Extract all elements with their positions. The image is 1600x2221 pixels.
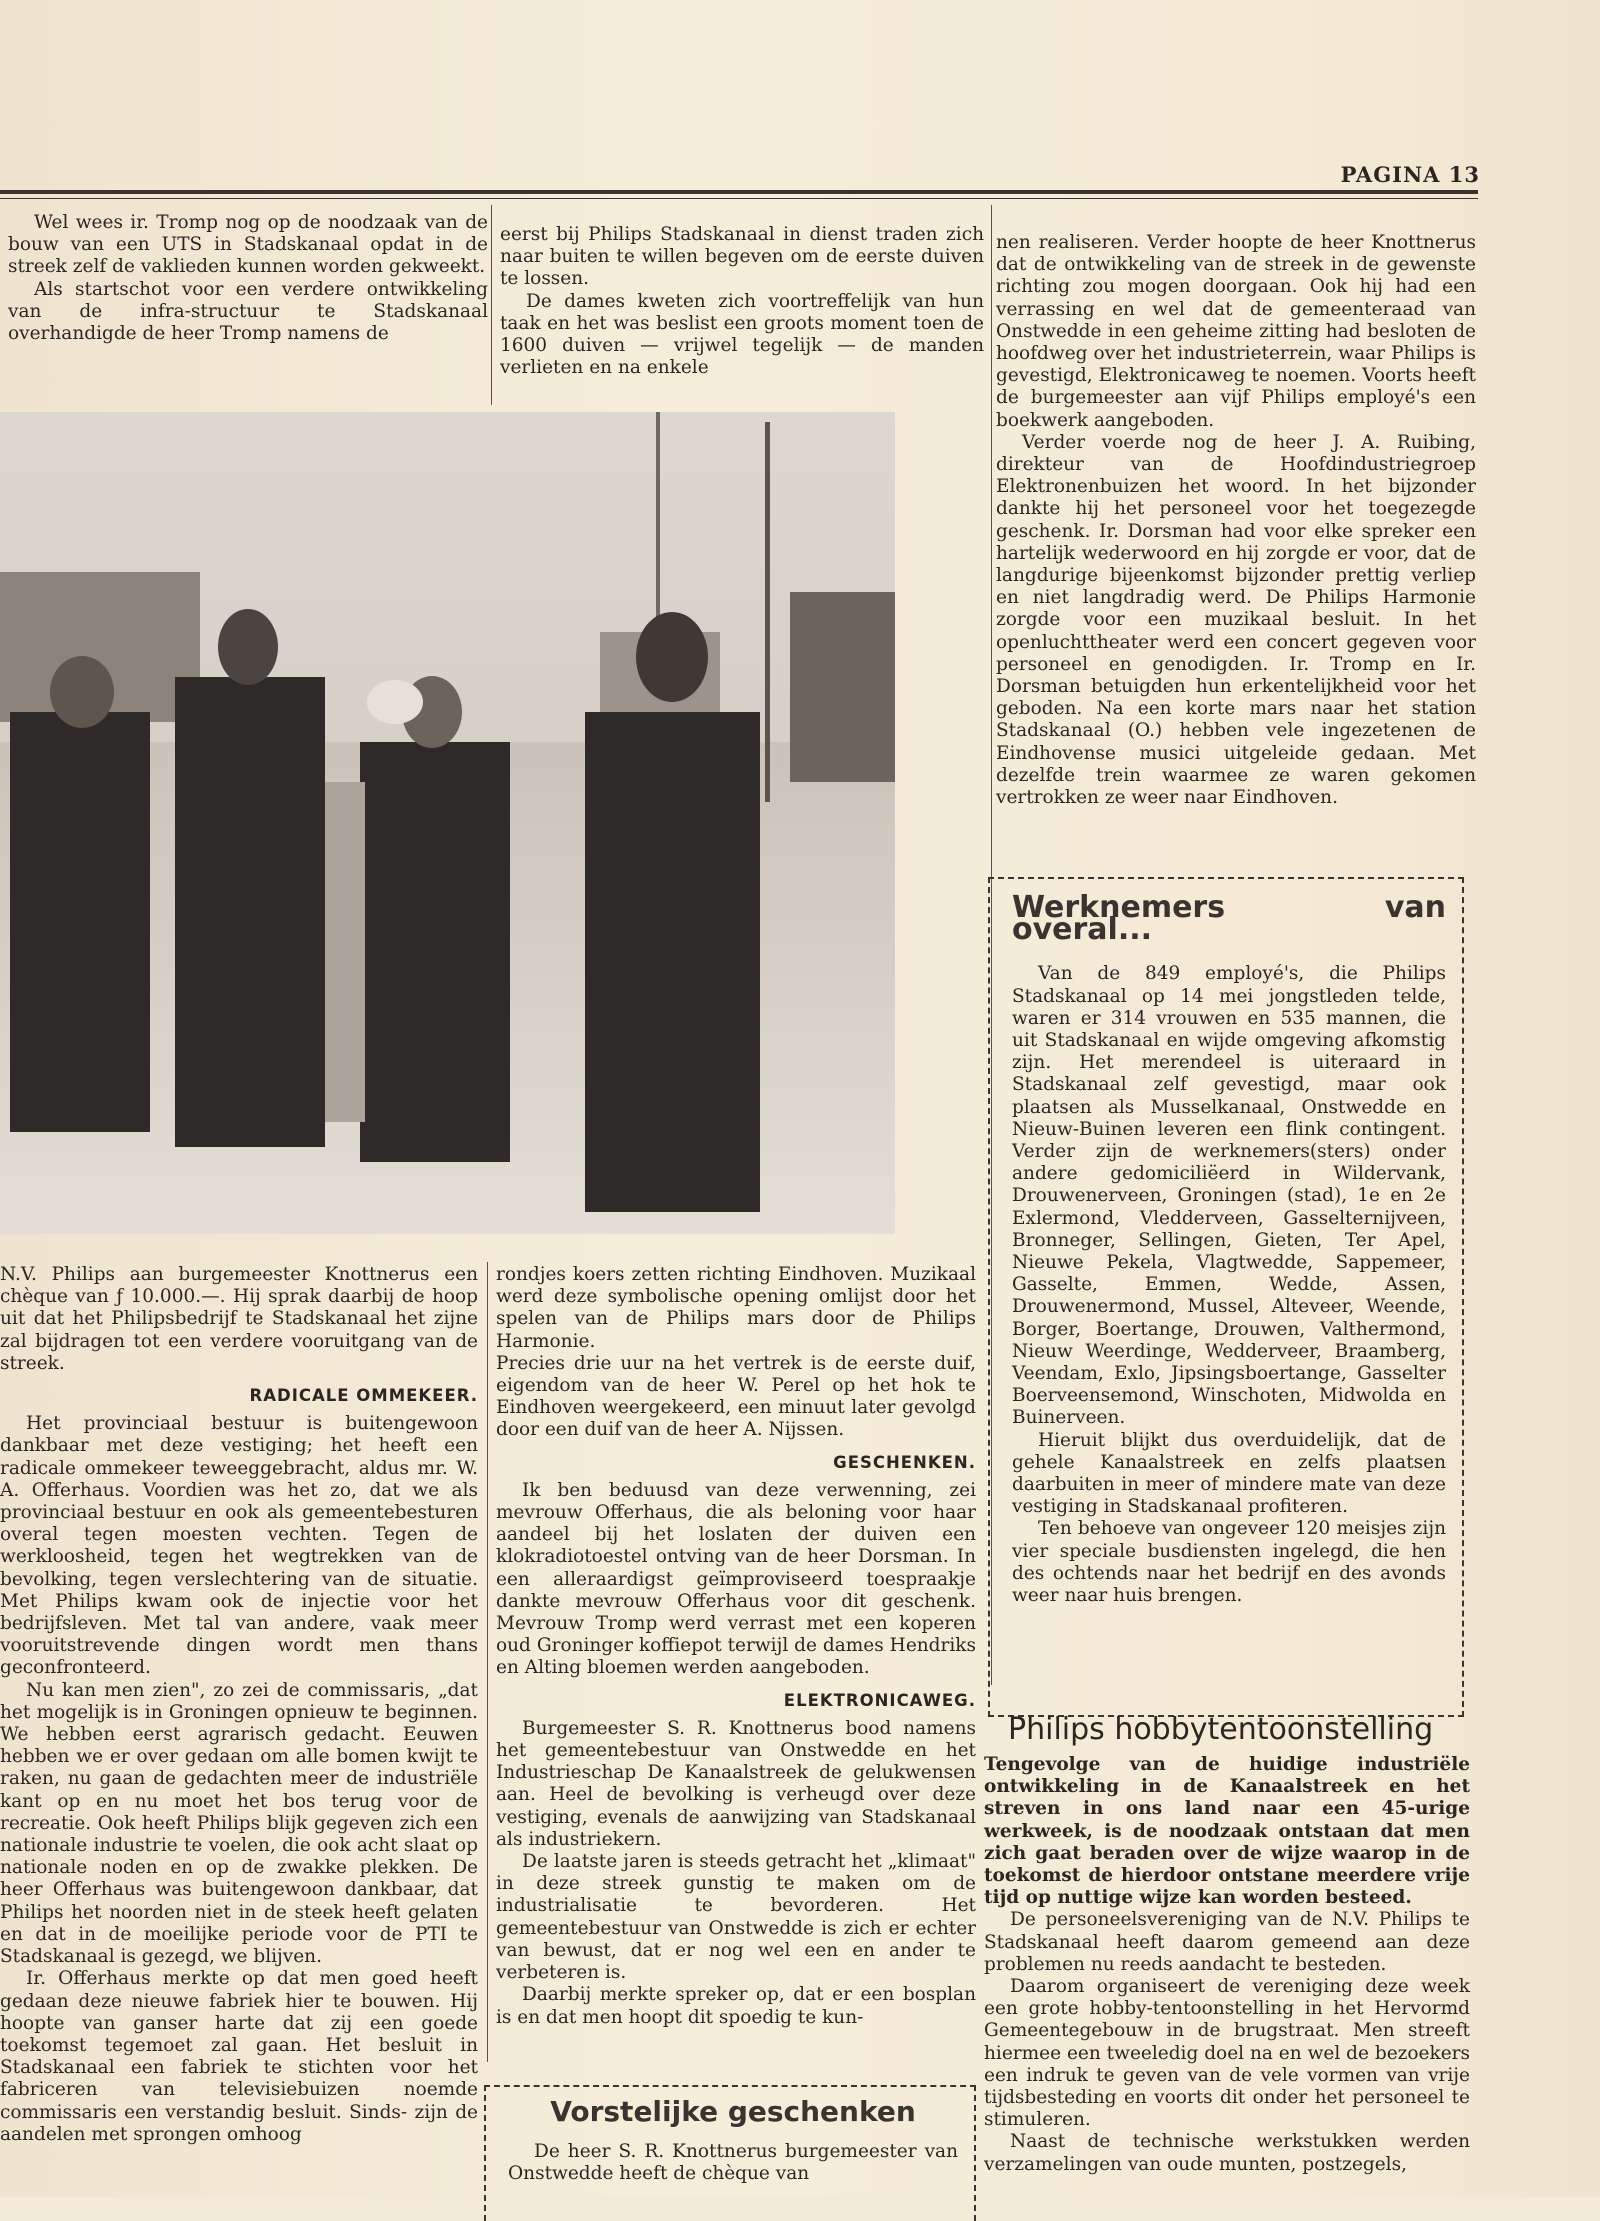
lead-paragraph: Tengevolge van de huidige industriële ontwikkeling in de Kanaalstreek en het streven in ons land naar een 45-urige werkweek, is de noodzaak ontstaan dat men zich gaat beraden over de wijze waarop in de toekomst de hierdoor ontstane meerdere vrije tijd op nuttige wijze kan worden besteed. xyxy=(984,1754,1470,1909)
paragraph: Het provinciaal bestuur is buitengewoon dankbaar met deze vestiging; het heeft een radicale ommekeer teweeggebracht, aldus mr. W. A. Offerhaus. Voordien was het zo, dat we als provinciaal bestuur en ook als gemeentebesturen overal tegen moesten vechten. Tegen de werkloosheid, tegen het wegtrekken van de bevolking, tegen verslechtering van de situatie. Met Philips kwam ook de injectie voor het bedrijfsleven. Met tal van andere, vaak meer vooruitstrevende dingen wordt men thans geconfronteerd. xyxy=(0,1413,478,1679)
paragraph: Verder voerde nog de heer J. A. Ruibing, direkteur van de Hoofdindustriegroep Elektronenbuizen het woord. In het bijzonder dankte hij het personeel voor het toegezegde geschenk. Ir. Dorsman had voor elke spreker een hartelijk wederwoord en hij zorgde er voor, dat de langdurige bijeenkomst bijzonder prettig verliep en niet langdradig werd. De Philips Harmonie zorgde voor een muzikaal besluit. In het openluchttheater werd een concert gegeven voor personeel en genodigden. Ir. Tromp en Ir. Dorsman betuigden hun erkentelijkheid voor het geboden. Na een korte mars naar het station Stadskanaal (O.) hebben vele ingezetenen de Eindhovense musici uitgeleide gedaan. Met dezelfde trein waarmee ze waren gekomen vertrokken ze weer naar Eindhoven. xyxy=(996,431,1476,809)
column-3-top xyxy=(996,232,1476,809)
paragraph: Ten behoeve van ongeveer 120 meisjes zijn vier speciale busdiensten ingelegd, die hen des ochtends naar het bedrijf en des avonds weer naar huis brengen. xyxy=(1012,1518,1446,1607)
hobby-title: Philips hobbytentoonstelling xyxy=(1008,1712,1434,1747)
paragraph: eerst bij Philips Stadskanaal in dienst traden zich naar buiten te willen begeven om de eerste duiven te lossen. xyxy=(500,224,984,290)
paragraph: Naast de technische werkstukken werden verzamelingen van oude munten, postzegels, xyxy=(984,2131,1470,2175)
paragraph: Precies drie uur na het vertrek is de eerste duif, eigendom van de heer W. Perel op het hok te Eindhoven weergekeerd, een minuut later gevolgd door een duif van de heer A. Nijssen. xyxy=(496,1352,976,1441)
header-rule-thin xyxy=(0,198,1478,199)
paragraph: Wel wees ir. Tromp nog op de noodzaak van de bouw van een UTS in Stadskanaal opdat in de streek zelf de vaklieden kunnen worden gekweekt. xyxy=(8,212,488,278)
paragraph: Nu kan men zien", zo zei de commissaris, „dat het mogelijk is in Groningen opnieuw te beginnen. We hebben eerst agrarisch gedacht. Eeuwen hebben we er over gedaan om alle bomen kwijt te raken, nu gaan de gedachten meer de industriële kant op en nu moet het bos terug voor de recreatie. Ook heeft Philips blijk gegeven zich een nationale industrie te voelen, die ook acht slaat op nationale noden en op de zwakke plekken. De heer Offerhaus was buitengewoon dankbaar, dat Philips het noorden niet in de steek heeft gelaten en dat in de moeilijke periode voor de PTI te Stadskanaal is gezegd, we blijven. xyxy=(0,1679,478,1968)
column-2-bottom xyxy=(496,1264,976,2029)
paragraph: De laatste jaren is steeds getracht het „klimaat" in deze streek gunstig te maken om de industrialisatie te bevorderen. Het gemeentebestuur van Onstwedde is zich er echter van bewust, dat er nog wel een en ander te verbeteren is. xyxy=(496,1851,976,1984)
vorstelijke-geschenken-box xyxy=(484,2085,976,2221)
column-divider xyxy=(487,1262,488,2062)
paragraph: Hieruit blijkt dus overduidelijk, dat de gehele Kanaalstreek en zelfs plaatsen daarbuiten in meer of mindere mate van deze vestiging in Stadskanaal profiteren. xyxy=(1012,1429,1446,1518)
header-rule xyxy=(0,190,1478,194)
paragraph: Als startschot voor een verdere ontwikkeling van de infra-structuur te Stadskanaal overhandigde de heer Tromp namens de xyxy=(8,278,488,345)
column-1-top xyxy=(8,212,488,345)
subheading: ELEKTRONICAWEG. xyxy=(783,1690,976,1710)
column-divider xyxy=(491,205,492,405)
paragraph: De dames kweten zich voortreffelijk van hun taak en het was beslist een groots moment toen de 1600 duiven — vrijwel tegelijk — de manden verlieten en na enkele xyxy=(500,290,984,379)
paragraph: Ir. Offerhaus merkte op dat men goed heeft gedaan deze nieuwe fabriek hier te bouwen. Hij hoopte van ganser harte dat zij een goede toekomst tegemoet zal gaan. Het besluit in Stadskanaal een fabriek te stichten voor het fabriceren van televisiebuizen noemde commissaris een verstandig besluit. Sinds- zijn de aandelen met sprongen omhoog xyxy=(0,1968,478,2145)
werknemers-box xyxy=(988,877,1464,1717)
paragraph: rondjes koers zetten richting Eindhoven. Muzikaal werd deze symbolische opening omlijst door het spelen van de Philips mars door de Philips Harmonie. xyxy=(496,1264,976,1352)
column-1-bottom xyxy=(0,1264,478,2146)
paragraph: Ik ben beduusd van deze verwenning, zei mevrouw Offerhaus, die als beloning voor haar aandeel bij het loslaten der duiven een klokradiotoestel ontving van de heer Dorsman. In een alleraardigst geïmproviseerd toespraakje dankte mevrouw Offerhaus voor dit geschenk. Mevrouw Tromp werd verrast met een koperen oud Groninger koffiepot terwijl de dames Hendriks en Alting bloemen werden aangeboden. xyxy=(496,1479,976,1679)
paragraph: De personeelsvereniging van de N.V. Philips te Stadskanaal heeft daarom gemeend aan deze problemen nu reeds aandacht te besteden. xyxy=(984,1909,1470,1975)
hobby-article xyxy=(984,1754,1470,2176)
photo-illustration xyxy=(0,412,895,1234)
page-number: PAGINA 13 xyxy=(1340,162,1480,187)
paragraph: Daarbij merkte spreker op, dat er een bosplan is en dat men hoopt dit spoedig te kun- xyxy=(496,1984,976,2028)
box-title: Vorstelijke geschenken xyxy=(550,2095,916,2128)
paragraph: N.V. Philips aan burgemeester Knottnerus een chèque van ƒ 10.000.—. Hij sprak daarbij de hoop uit dat het Philipsbedrijf te Stadskanaal het zijne zal bijdragen tot een verdere vooruitgang van de streek. xyxy=(0,1264,478,1374)
paragraph: Burgemeester S. R. Knottnerus bood namens het gemeentebestuur van Onstwedde en het Industrieschap De Kanaalstreek de gelukwensen aan. Heel de bevolking is verheugd over deze vestiging, evenals de aanwijzing van Stadskanaal als industriekern. xyxy=(496,1717,976,1850)
paragraph: nen realiseren. Verder hoopte de heer Knottnerus dat de ontwikkeling van de streek in de gewenste richting zou mogen doorgaan. Ook hij had een verrassing en wel dat de gemeenteraad van Onstwedde in een geheime zitting had besloten de hoofdweg over het industrieterrein, waar Philips is gevestigd, Elektronicaweg te noemen. Voorts heeft de burgemeester aan vijf Philips employé's een boekwerk aangeboden. xyxy=(996,232,1476,431)
subheading: RADICALE OMMEKEER. xyxy=(249,1386,478,1406)
paragraph: Daarom organiseert de vereniging deze week een grote hobby-tentoonstelling in het Hervormd Gemeentegebouw in de brugstraat. Men streeft hiermee een tweeledig doel na en wel de bezoekers een indruk te geven van de vele vormen van vrije tijdsbesteding en voorts dit onder het personeel te stimuleren. xyxy=(984,1976,1470,2131)
news-photo xyxy=(0,412,895,1234)
paragraph: Van de 849 employé's, die Philips Stadskanaal op 14 mei jongstleden telde, waren er 314 vrouwen en 535 mannen, die uit Stadskanaal en wijde omgeving afkomstig zijn. Het merendeel is uiteraard in Stadskanaal zelf gevestigd, maar ook plaatsen als Musselkanaal, Onstwedde en Nieuw-Buinen leveren een flink contingent. Verder zijn de werknemers(sters) onder andere gedomiciliëerd in Wildervank, Drouwenerveen, Groningen (stad), 1e en 2e Exlermond, Vledderveen, Gasselternijveen, Bronneger, Sellingen, Gieten, Ter Apel, Nieuwe Pekela, Vlagtwedde, Sappemeer, Gasselte, Emmen, Wedde, Assen, Drouwenermond, Mussel, Alteveer, Weende, Borger, Boertange, Drouwen, Valthermond, Nieuw Weerdinge, Wedderveer, Braamberg, Veendam, Exlo, Jipsingsboertange, Gasselter Boerveensemond, Winschoten, Midwolda en Buinerveen. xyxy=(1012,963,1446,1429)
subheading: GESCHENKEN. xyxy=(833,1452,976,1472)
paragraph: De heer S. R. Knottnerus burgemeester van Onstwedde heeft de chèque van xyxy=(508,2141,958,2185)
box-title: Werknemers van overal... xyxy=(1012,890,1446,948)
column-2-top xyxy=(500,224,984,379)
